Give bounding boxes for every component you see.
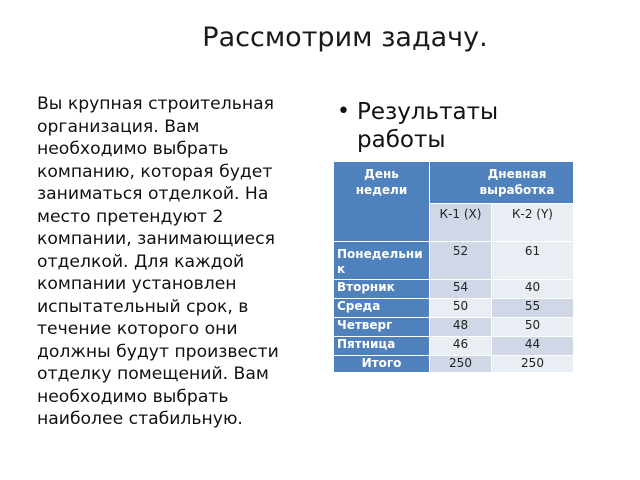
cell-k2: 50 <box>492 318 574 337</box>
row-day: Четверг <box>334 318 430 337</box>
cell-k2: 250 <box>492 356 574 373</box>
row-day: Среда <box>334 299 430 318</box>
row-day: Итого <box>334 356 430 373</box>
slide-title: Рассмотрим задачу. <box>202 22 488 53</box>
header-k1: К-1 (X) <box>430 204 492 242</box>
results-table <box>333 161 574 373</box>
table-row <box>334 318 574 337</box>
table-row <box>334 299 574 318</box>
bullet-label: Результаты работы <box>357 99 499 153</box>
table-row <box>334 337 574 356</box>
row-day: Пятница <box>334 337 430 356</box>
cell-k2: 40 <box>492 280 574 299</box>
cell-k2: 55 <box>492 299 574 318</box>
header-k2: К-2 (Y) <box>492 204 574 242</box>
table-row <box>334 242 574 280</box>
bullet-item <box>337 98 557 154</box>
cell-k1: 50 <box>430 299 492 318</box>
header-day: День недели <box>334 162 430 242</box>
table-row <box>334 280 574 299</box>
cell-k1: 48 <box>430 318 492 337</box>
row-day: Вторник <box>334 280 430 299</box>
header-output: Дневная выработка <box>430 162 574 204</box>
cell-k1: 250 <box>430 356 492 373</box>
cell-k2: 44 <box>492 337 574 356</box>
task-description: Вы крупная строительная организация. Вам необходимо выбрать компанию, которая будет заниматься отделкой. На место претендуют 2 компании, занимающиеся отделкой. Для каждой компании установлен испытательный срок, в течение которого они должны будут произвести отделку помещений. Вам необходимо выбрать наиболее стабильную. <box>37 94 279 429</box>
cell-k1: 46 <box>430 337 492 356</box>
cell-k1: 54 <box>430 280 492 299</box>
cell-k2: 61 <box>492 242 574 280</box>
table-row-total <box>334 356 574 373</box>
row-day: Понедельник <box>334 242 430 280</box>
bullet-icon: • <box>337 99 350 124</box>
cell-k1: 52 <box>430 242 492 280</box>
